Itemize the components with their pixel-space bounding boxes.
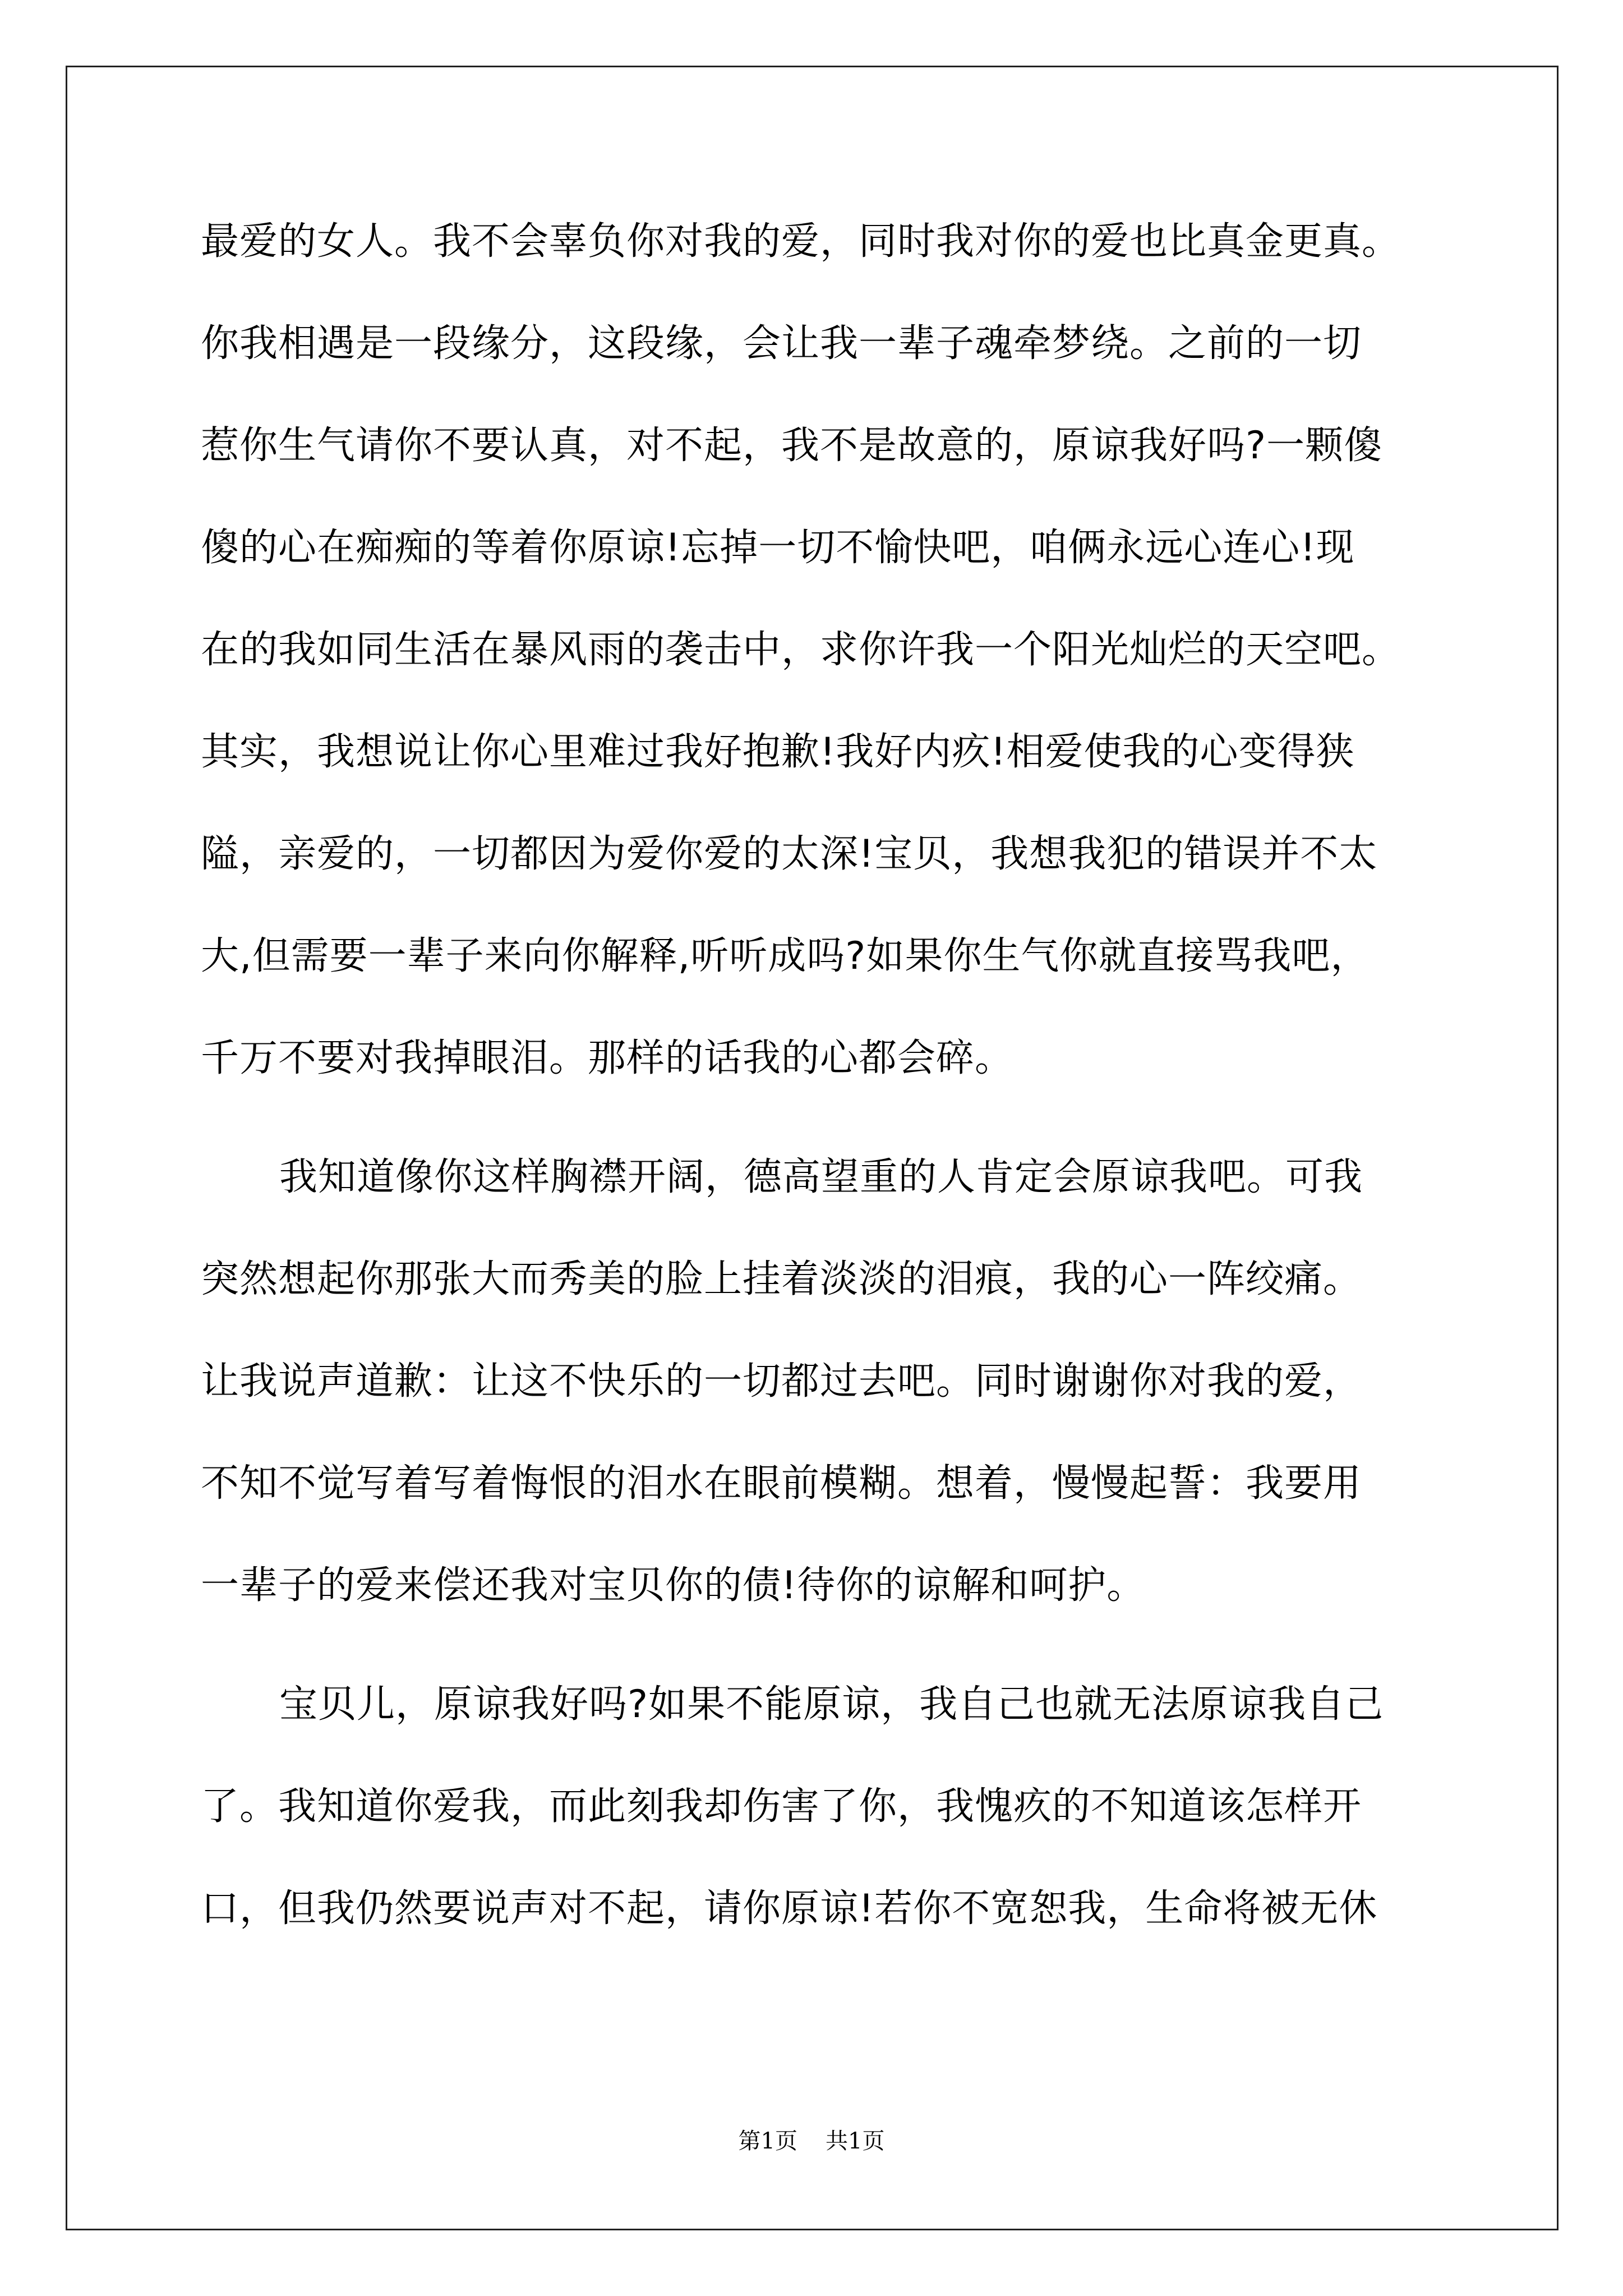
text-line: 在的我如同生活在暴风雨的袭击中，求你许我一个阳光灿烂的天空吧。 <box>201 628 1401 672</box>
text-line: 你我相遇是一段缘分，这段缘，会让我一辈子魂牵梦绕。之前的一切 <box>201 321 1362 366</box>
text-line: 口，但我仍然要说声对不起，请你原谅!若你不宽恕我，生命将被无休 <box>201 1887 1378 1931</box>
text-line: 宝贝儿，原谅我好吗?如果不能原谅，我自己也就无法原谅我自己 <box>279 1682 1384 1727</box>
page-footer <box>0 2123 1623 2155</box>
text-line: 傻的心在痴痴的等着你原谅!忘掉一切不愉快吧，咱俩永远心连心!现 <box>201 526 1355 570</box>
document-body <box>201 191 1423 1960</box>
text-line: 突然想起你那张大而秀美的脸上挂着淡淡的泪痕，我的心一阵绞痛。 <box>201 1257 1362 1301</box>
page-number: 第1页 <box>738 2128 797 2154</box>
text-line: 大,但需要一辈子来向你解释,听听成吗?如果你生气你就直接骂我吧， <box>201 934 1370 978</box>
text-line: 让我说声道歉：让这不快乐的一切都过去吧。同时谢谢你对我的爱， <box>201 1359 1362 1404</box>
text-line: 隘，亲爱的，一切都因为爱你爱的太深!宝贝，我想我犯的错误并不太 <box>201 832 1378 876</box>
text-line: 千万不要对我掉眼泪。那样的话我的心都会碎。 <box>201 1036 1014 1080</box>
paragraph-gap <box>201 1637 1423 1654</box>
text-line: 惹你生气请你不要认真，对不起，我不是故意的，原谅我好吗?一颗傻 <box>201 424 1383 468</box>
text-line: 了。我知道你爱我，而此刻我却伤害了你，我愧疚的不知道该怎样开 <box>201 1784 1362 1829</box>
text-line: 其实，我想说让你心里难过我好抱歉!我好内疚!相爱使我的心变得狭 <box>201 730 1355 774</box>
text-line: 我知道像你这样胸襟开阔，德高望重的人肯定会原谅我吧。可我 <box>279 1155 1363 1199</box>
text-line: 不知不觉写着写着悔恨的泪水在眼前模糊。想着，慢慢起誓：我要用 <box>201 1461 1362 1506</box>
paragraph-gap <box>201 1110 1423 1126</box>
text-line: 最爱的女人。我不会辜负你对我的爱，同时我对你的爱也比真金更真。 <box>201 219 1401 264</box>
text-line: 一辈子的爱来偿还我对宝贝你的债!待你的谅解和呵护。 <box>201 1563 1146 1608</box>
page-total: 共1页 <box>826 2128 885 2154</box>
